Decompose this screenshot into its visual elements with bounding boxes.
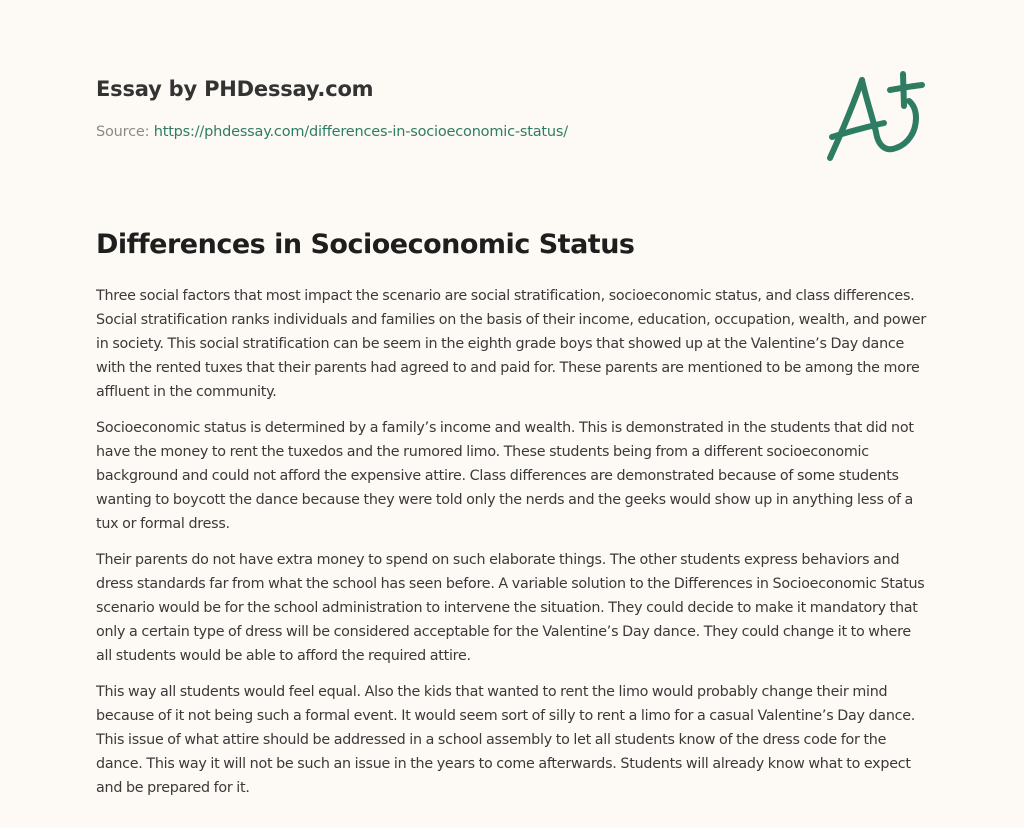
essay-content bbox=[96, 226, 926, 812]
page-header bbox=[96, 74, 796, 142]
essay-paragraph: Three social factors that most impact the scenario are social stratification, socioeconomic status, and class differences. Social stratification ranks individuals and families on the basis of their income, education, occupation, wealth, and power in society. This social stratification can be seem in the eighth grade boys that showed up at the Valentine’s Day dance with the rented tuxes that their parents had agreed to and paid for. These parents are mentioned to be among the more affluent in the community. bbox=[96, 288, 926, 400]
source-label: Source: bbox=[96, 124, 150, 140]
site-title: Essay by PHDessay.com bbox=[96, 77, 374, 101]
a-plus-grade-icon bbox=[822, 66, 930, 166]
source-link[interactable]: https://phdessay.com/differences-in-socioeconomic-status/ bbox=[153, 124, 568, 140]
source-line bbox=[96, 122, 796, 142]
essay-paragraph: Their parents do not have extra money to spend on such elaborate things. The other students express behaviors and dress standards far from what the school has seen before. A variable solution to the Differences in Socioeconomic Status scenario would be for the school administration to intervene the situation. They could decide to make it mandatory that only a certain type of dress will be considered acceptable for the Valentine’s Day dance. They could change it to where all students would be able to afford the required attire. bbox=[96, 552, 925, 664]
essay-paragraph: This way all students would feel equal. Also the kids that wanted to rent the limo would probably change their mind because of it not being such a formal event. It would seem sort of silly to rent a limo for a casual Valentine’s Day dance. This issue of what attire should be addressed in a school assembly to let all students know of the dress code for the dance. This way it will not be such an issue in the years to come afterwards. Students will already know what to expect and be prepared for it. bbox=[96, 684, 916, 796]
essay-title: Differences in Socioeconomic Status bbox=[96, 229, 635, 260]
essay-paragraph: Socioeconomic status is determined by a family’s income and wealth. This is demonstrated in the students that did not have the money to rent the tuxedos and the rumored limo. These students being from a different socioeconomic background and could not afford the expensive attire. Class differences are demonstrated because of some students wanting to boycott the dance because they were told only the nerds and the geeks would show up in anything less of a tux or formal dress. bbox=[96, 420, 914, 532]
